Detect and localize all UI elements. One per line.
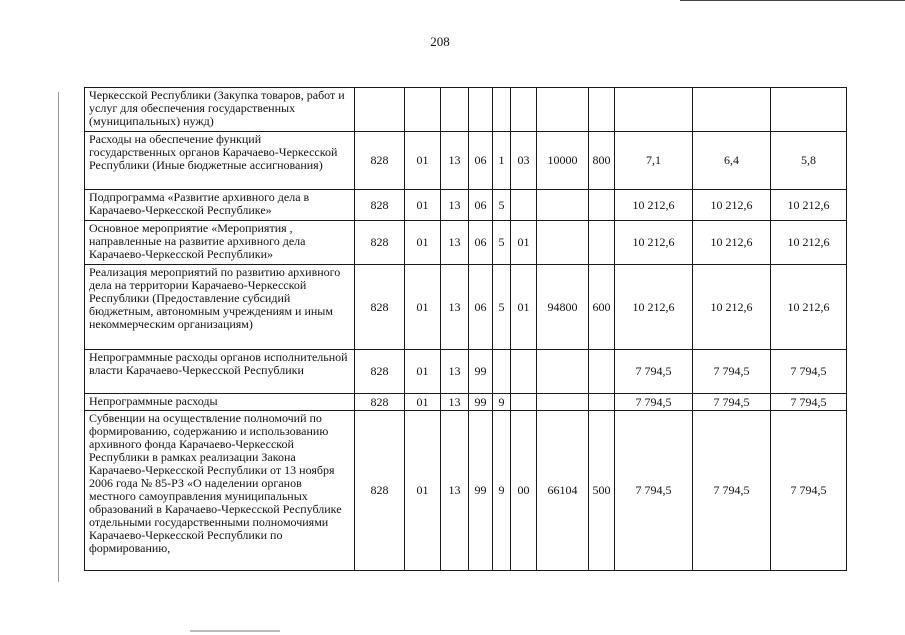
cell-c7	[589, 221, 615, 265]
cell-c2	[441, 88, 469, 132]
row-name: Подпрограмма «Развитие архивного дела в Карачаево-Черкесской Республике»	[85, 190, 355, 221]
cell-year1	[615, 88, 693, 132]
cell-code: 828	[355, 394, 405, 411]
cell-c1: 01	[405, 411, 441, 571]
cell-year1: 10 212,6	[615, 190, 693, 221]
binding-margin-line	[58, 92, 59, 582]
cell-c7: 500	[589, 411, 615, 571]
cell-c4: 5	[493, 190, 511, 221]
table-row	[85, 394, 847, 411]
cell-c6	[537, 88, 589, 132]
cell-c1	[405, 88, 441, 132]
cell-c5	[511, 350, 537, 394]
cell-year1: 10 212,6	[615, 265, 693, 350]
cell-year3: 7 794,5	[771, 411, 847, 571]
cell-c7: 800	[589, 132, 615, 190]
cell-year2: 7 794,5	[693, 411, 771, 571]
cell-c6	[537, 221, 589, 265]
cell-year2: 7 794,5	[693, 394, 771, 411]
scan-artifact	[190, 630, 280, 632]
cell-c4	[493, 88, 511, 132]
cell-c6: 66104	[537, 411, 589, 571]
cell-c6	[537, 394, 589, 411]
table-row	[85, 265, 847, 350]
cell-c5: 01	[511, 221, 537, 265]
table-row	[85, 350, 847, 394]
row-name: Расходы на обеспечение функций государственных органов Карачаево-Черкесской Республики (Иные бюджетные ассигнования)	[85, 132, 355, 190]
cell-c7: 600	[589, 265, 615, 350]
cell-year1: 7 794,5	[615, 394, 693, 411]
cell-year3: 10 212,6	[771, 221, 847, 265]
cell-c4: 9	[493, 394, 511, 411]
cell-code: 828	[355, 132, 405, 190]
cell-year2: 10 212,6	[693, 190, 771, 221]
row-name: Основное мероприятие «Мероприятия , направленные на развитие архивного дела Карачаево-Черкесской Республики»	[85, 221, 355, 265]
cell-year3: 10 212,6	[771, 265, 847, 350]
row-name: Непрограммные расходы органов исполнительной власти Карачаево-Черкесской Республики	[85, 350, 355, 394]
cell-year3: 7 794,5	[771, 350, 847, 394]
cell-year1: 7 794,5	[615, 350, 693, 394]
cell-c2: 13	[441, 350, 469, 394]
cell-c7	[589, 88, 615, 132]
cell-c1: 01	[405, 190, 441, 221]
top-rule	[680, 0, 905, 1]
cell-code: 828	[355, 350, 405, 394]
cell-year3: 7 794,5	[771, 394, 847, 411]
table-row	[85, 88, 847, 132]
cell-year3: 5,8	[771, 132, 847, 190]
cell-c6	[537, 350, 589, 394]
cell-c4: 5	[493, 265, 511, 350]
cell-c3: 06	[469, 132, 493, 190]
cell-year3	[771, 88, 847, 132]
cell-year2: 10 212,6	[693, 221, 771, 265]
cell-code: 828	[355, 190, 405, 221]
cell-c4: 1	[493, 132, 511, 190]
page-number: 208	[430, 34, 450, 49]
cell-c1: 01	[405, 221, 441, 265]
cell-c6: 10000	[537, 132, 589, 190]
cell-c1: 01	[405, 350, 441, 394]
cell-c1: 01	[405, 132, 441, 190]
cell-c5	[511, 394, 537, 411]
cell-c3: 06	[469, 190, 493, 221]
cell-c2: 13	[441, 394, 469, 411]
cell-code: 828	[355, 411, 405, 571]
cell-year1: 7,1	[615, 132, 693, 190]
cell-c4: 9	[493, 411, 511, 571]
row-name: Реализация мероприятий по развитию архивного дела на территории Карачаево-Черкесской Республики (Предоставление субсидий бюджетным, автономным учреждениям и иным некоммерческим организациям)	[85, 265, 355, 350]
cell-code: 828	[355, 265, 405, 350]
cell-c7	[589, 190, 615, 221]
cell-c4: 5	[493, 221, 511, 265]
cell-c7	[589, 350, 615, 394]
cell-year3: 10 212,6	[771, 190, 847, 221]
cell-c3: 06	[469, 221, 493, 265]
cell-c2: 13	[441, 411, 469, 571]
cell-c5: 00	[511, 411, 537, 571]
cell-code: 828	[355, 221, 405, 265]
budget-table	[84, 87, 847, 571]
cell-year1: 10 212,6	[615, 221, 693, 265]
cell-year1: 7 794,5	[615, 411, 693, 571]
cell-c3: 06	[469, 265, 493, 350]
row-name: Непрограммные расходы	[85, 394, 355, 411]
cell-c6	[537, 190, 589, 221]
table-row	[85, 190, 847, 221]
cell-year2: 10 212,6	[693, 265, 771, 350]
cell-code	[355, 88, 405, 132]
cell-c3	[469, 88, 493, 132]
cell-c1: 01	[405, 265, 441, 350]
cell-year2: 6,4	[693, 132, 771, 190]
table-row	[85, 411, 847, 571]
cell-c6: 94800	[537, 265, 589, 350]
cell-c5	[511, 190, 537, 221]
cell-c3: 99	[469, 394, 493, 411]
cell-c2: 13	[441, 190, 469, 221]
cell-c2: 13	[441, 221, 469, 265]
cell-c3: 99	[469, 350, 493, 394]
cell-c5	[511, 88, 537, 132]
cell-year2: 7 794,5	[693, 350, 771, 394]
cell-c2: 13	[441, 132, 469, 190]
cell-c7	[589, 394, 615, 411]
table-body	[85, 88, 847, 571]
row-name: Черкесской Республики (Закупка товаров, работ и услуг для обеспечения государственных (муниципальных) нужд)	[85, 88, 355, 132]
cell-c1: 01	[405, 394, 441, 411]
table-row	[85, 221, 847, 265]
cell-c5: 01	[511, 265, 537, 350]
cell-year2	[693, 88, 771, 132]
cell-c2: 13	[441, 265, 469, 350]
row-name: Субвенции на осуществление полномочий по формированию, содержанию и использованию архивного фонда Карачаево-Черкесской Республики в рамках реализации Закона Карачаево-Черкесской Республики от 13 ноября 2006 года № 85-РЗ «О наделении органов местного самоуправления муниципальных образований в Карачаево-Черкесской Республике отдельными государственными полномочиями Карачаево-Черкесской Республики по формированию,	[85, 411, 355, 571]
cell-c4	[493, 350, 511, 394]
cell-c5: 03	[511, 132, 537, 190]
table-row	[85, 132, 847, 190]
cell-c3: 99	[469, 411, 493, 571]
